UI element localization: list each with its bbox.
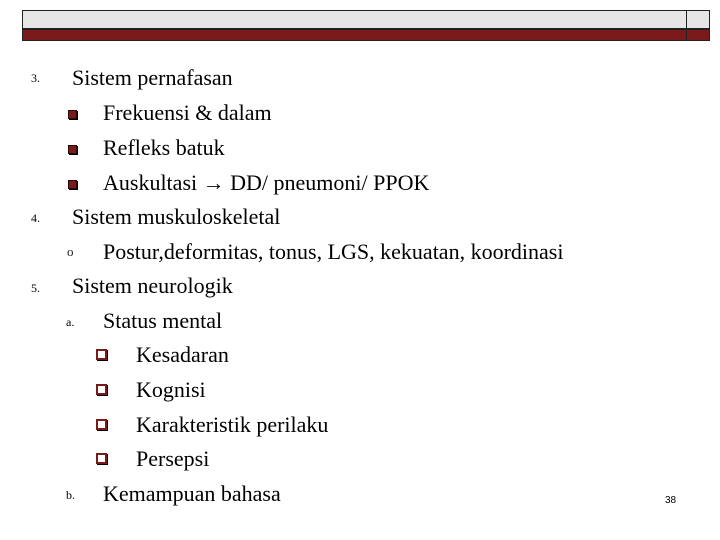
list-item-sistem-neurologik: Sistem neurologik [72, 273, 233, 298]
hollow-square-bullet-icon [96, 419, 107, 430]
header-bar-accent [22, 29, 710, 41]
square-bullet-icon [68, 110, 77, 119]
list-item-refleks-batuk: Refleks batuk [103, 135, 225, 160]
circle-bullet-icon: o [67, 244, 74, 259]
list-item-postur: Postur,deformitas, tonus, LGS, kekuatan, koordinasi [103, 239, 564, 264]
header-corner-divider [686, 29, 710, 30]
list-item-karakteristik-perilaku: Karakteristik perilaku [136, 412, 329, 437]
list-number-3: 3. [31, 71, 40, 85]
header-corner-box [686, 10, 710, 41]
hollow-square-bullet-icon [96, 349, 107, 360]
list-number-5: 5. [31, 281, 40, 295]
list-item-persepsi: Persepsi [136, 446, 210, 471]
list-item-frekuensi: Frekuensi & dalam [103, 100, 272, 125]
header-bar-top [22, 10, 710, 29]
list-item-status-mental: Status mental [103, 308, 223, 333]
list-number-4: 4. [31, 211, 40, 225]
hollow-square-bullet-icon [96, 384, 107, 395]
hollow-square-bullet-icon [96, 453, 107, 464]
list-item-sistem-pernafasan: Sistem pernafasan [72, 65, 233, 90]
list-letter-b: b. [66, 488, 75, 502]
square-bullet-icon [68, 180, 77, 189]
list-item-sistem-muskuloskeletal: Sistem muskuloskeletal [72, 204, 281, 229]
list-item-auskultasi: Auskultasi → DD/ pneumoni/ PPOK [103, 170, 430, 195]
list-item-kognisi: Kognisi [136, 377, 206, 402]
square-bullet-icon [68, 145, 77, 154]
page-number: 38 [665, 495, 677, 506]
list-letter-a: a. [66, 315, 75, 329]
list-item-kesadaran: Kesadaran [136, 342, 229, 367]
list-item-kemampuan-bahasa: Kemampuan bahasa [103, 481, 281, 506]
